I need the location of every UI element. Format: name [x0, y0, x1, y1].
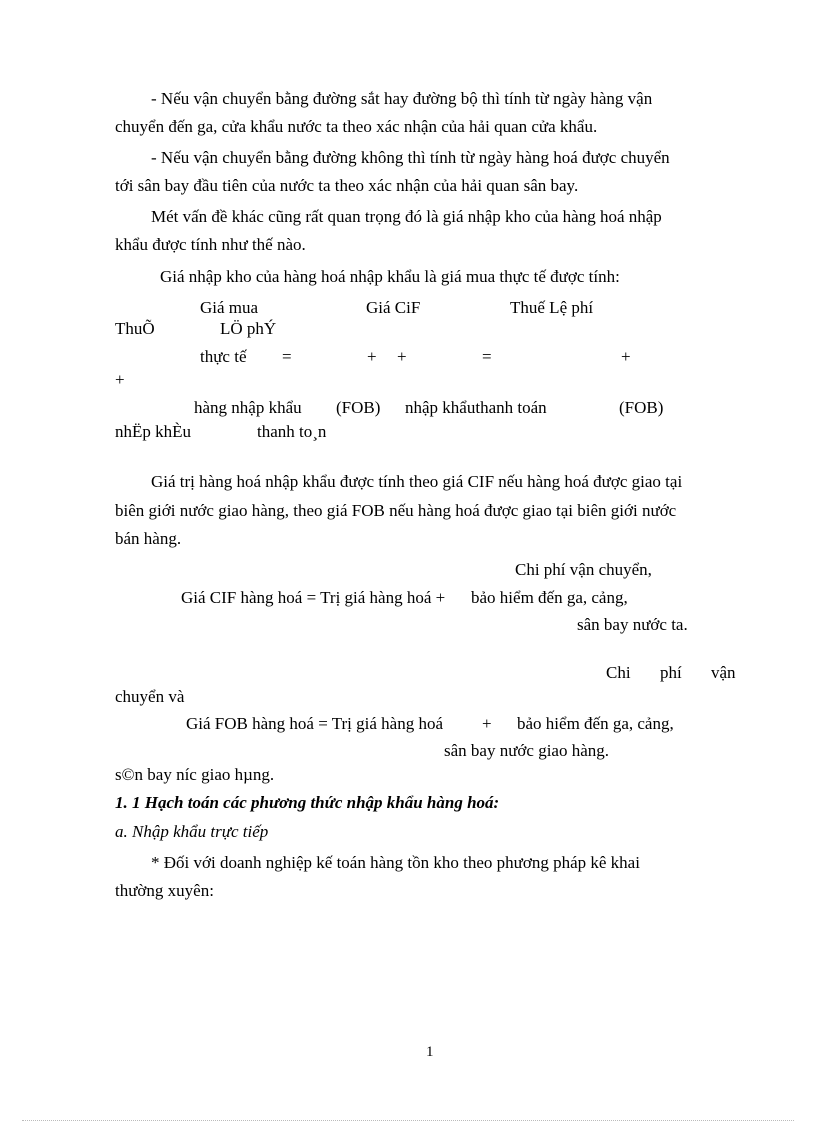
paragraph-4: Giá nhập kho của hàng hoá nhập khẩu là giá mua thực tế được tính:: [160, 267, 620, 286]
fob-formula-word-van: vận: [711, 663, 736, 682]
paragraph-2-line-1: - Nếu vận chuyển bằng đường không thì tính từ ngày hàng hoá được chuyển: [151, 148, 670, 167]
paragraph-5-line-3: bán hàng.: [115, 529, 182, 548]
paragraph-3-line-1: Mét vấn đề khác cũng rất quan trọng đó là giá nhập kho của hàng hoá nhập: [151, 207, 662, 226]
formula-nhap-khau-thanh-toan: nhập khẩuthanh toán: [405, 398, 547, 417]
formula-thue-garbled: ThuÕ: [115, 319, 155, 338]
fob-formula-line-4: sân bay nước giao hàng.: [444, 741, 610, 760]
paragraph-1-line-2: chuyển đến ga, cửa khẩu nước ta theo xác nhận của hải quan cửa khẩu.: [115, 117, 598, 136]
formula-thuc-te: thực tế: [200, 347, 247, 366]
fob-formula-plus: +: [482, 714, 492, 733]
section-paragraph-line-2: thường xuyên:: [115, 881, 214, 900]
fob-formula-word-chi: Chi: [606, 663, 631, 682]
formula-nhap-khau-garbled: nhËp khÈu: [115, 422, 192, 441]
formula-thue-le-phi: Thuế Lệ phí: [510, 298, 594, 317]
formula-fob-1: (FOB): [336, 398, 381, 417]
formula-plus-1: +: [367, 347, 377, 366]
formula-equals-2: =: [482, 347, 492, 366]
fob-formula-main: Giá FOB hàng hoá = Trị giá hàng hoá: [186, 714, 444, 733]
paragraph-5-line-2: biên giới nước giao hàng, theo giá FOB nếu hàng hoá được giao tại biên giới nước: [115, 501, 677, 520]
section-paragraph-line-1: * Đối với doanh nghiệp kế toán hàng tồn kho theo phương pháp kê khai: [151, 853, 640, 872]
paragraph-2-line-2: tới sân bay đầu tiên của nước ta theo xác nhận của hải quan sân bay.: [115, 176, 579, 195]
fob-formula-word-phi: phí: [660, 663, 682, 682]
cif-formula-right-1: Chi phí vận chuyển,: [515, 560, 652, 579]
section-subheading: a. Nhập khẩu trực tiếp: [115, 822, 269, 841]
formula-thanh-toan-garbled: thanh to¸n: [257, 422, 327, 441]
page-bottom-rule: [22, 1120, 794, 1121]
cif-formula-right-3: sân bay nước ta.: [577, 615, 688, 634]
fob-formula-garbled: s©n bay níc giao hµng.: [115, 765, 275, 784]
paragraph-3-line-2: khẩu được tính như thế nào.: [115, 235, 306, 254]
formula-plus-3: +: [621, 347, 631, 366]
page-number: 1: [426, 1044, 434, 1060]
formula-equals-1: =: [282, 347, 292, 366]
cif-formula-right-2: bảo hiểm đến ga, cảng,: [471, 588, 628, 607]
formula-le-phi-garbled: LÖ phÝ: [220, 319, 277, 338]
formula-gia-cif: Giá CiF: [366, 298, 421, 317]
fob-formula-right: bảo hiểm đến ga, cảng,: [517, 714, 674, 733]
cif-formula-main: Giá CIF hàng hoá = Trị giá hàng hoá +: [181, 588, 446, 607]
section-heading: 1. 1 Hạch toán các phương thức nhập khẩu hàng hoá:: [115, 793, 500, 812]
formula-gia-mua: Giá mua: [200, 298, 259, 317]
formula-plus-4: +: [115, 370, 125, 389]
paragraph-1-line-1: - Nếu vận chuyển bằng đường sắt hay đường bộ thì tính từ ngày hàng vận: [151, 89, 653, 108]
formula-plus-2: +: [397, 347, 407, 366]
formula-hang-nhap-khau: hàng nhập khẩu: [194, 398, 302, 417]
fob-formula-line-2: chuyển và: [115, 687, 185, 706]
paragraph-5-line-1: Giá trị hàng hoá nhập khẩu được tính theo giá CIF nếu hàng hoá được giao tại: [151, 472, 683, 491]
formula-fob-2: (FOB): [619, 398, 664, 417]
